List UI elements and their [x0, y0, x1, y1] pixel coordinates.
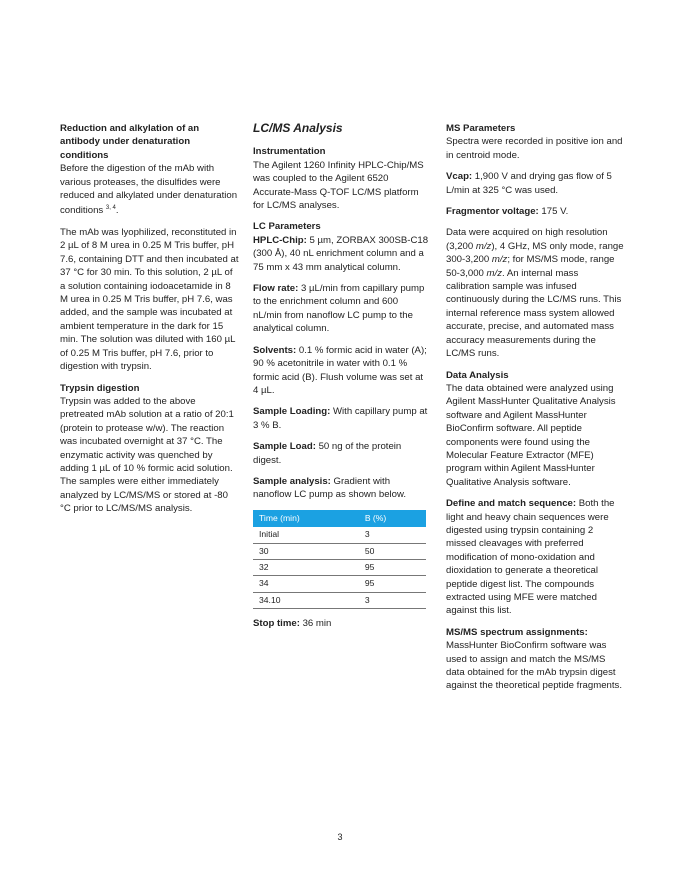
- solvents-text: 0.1 % formic acid in water (A); 90 % acetonitrile in water with 0.1 % formic acid (B). Flush volume was set at 4 µL.: [253, 344, 427, 396]
- trypsin-text: Trypsin was added to the above pretreated mAb solution at a ratio of 20:1 (protein to protease w/w). The reaction was incubated overnight at 37 °C. The enzymatic activity was quenched by adding 1 µL of 10 % formic acid solution. The samples were either immediately analyzed by LC/MS/MS or stored at -80 °C prior to LC/MS/MS analysis.: [60, 395, 234, 515]
- table-row: [253, 559, 426, 575]
- load-label: Sample Load:: [253, 441, 316, 453]
- instrumentation-paragraph: [253, 145, 429, 212]
- table-header-b: B (%): [359, 510, 426, 527]
- define-label: Define and match sequence:: [446, 498, 577, 510]
- table-cell-b: 50: [359, 543, 426, 559]
- reduction-heading: Reduction and alkylation of an antibody under denaturation conditions: [60, 123, 200, 161]
- reduction-paragraph: [60, 122, 240, 218]
- lc-params-heading: LC Parameters: [253, 221, 321, 233]
- table-cell-b: 95: [359, 559, 426, 575]
- trypsin-paragraph: [60, 382, 240, 516]
- stop-paragraph: [253, 617, 429, 630]
- mz-unit: m/z: [475, 240, 492, 252]
- lc-params-paragraph: [253, 220, 429, 274]
- table-cell-time: Initial: [253, 527, 359, 543]
- load-paragraph: [253, 440, 429, 467]
- table-header-row: [253, 510, 426, 527]
- loading-label: Sample Loading:: [253, 406, 331, 418]
- ms-params-paragraph: [446, 122, 624, 162]
- acquired-text-3: ; for MS/MS mode, range 50-3,000: [446, 254, 615, 279]
- gradient-table: [253, 510, 426, 609]
- table-row: [253, 543, 426, 559]
- section-title: LC/MS Analysis: [253, 121, 343, 135]
- acquired-text-4: . An internal mass calibration sample was infused continuously during the LC/MS runs. This internal reference mass system allowed accurate, precise, and automated mass accuracy measurements during the LC/MS runs.: [446, 267, 622, 360]
- loading-paragraph: [253, 405, 429, 432]
- instrumentation-text: The Agilent 1260 Infinity HPLC-Chip/MS was coupled to the Agilent 6520 Accurate-Mass Q-TOF LC/MS platform for LC/MS analyses.: [253, 159, 424, 212]
- data-analysis-paragraph: [446, 369, 624, 490]
- table-cell-time: 32: [253, 559, 359, 575]
- table-cell-b: 3: [359, 592, 426, 608]
- acquired-paragraph: [446, 226, 624, 360]
- vcap-label: Vcap:: [446, 171, 473, 183]
- flow-paragraph: [253, 282, 429, 336]
- load-text: 50 ng of the protein digest.: [253, 441, 402, 466]
- column-left: [60, 122, 240, 524]
- column-right: [446, 122, 624, 701]
- ms-params-heading: MS Parameters: [446, 123, 516, 134]
- fragmentor-paragraph: [446, 205, 624, 218]
- analysis-paragraph: [253, 475, 429, 502]
- analysis-label: Sample analysis:: [253, 475, 331, 487]
- vcap-text: 1,900 V and drying gas flow of 5 L/min at 325 °C was used.: [446, 171, 612, 196]
- solvents-label: Solvents:: [253, 344, 297, 356]
- acquired-text-2: ), 4 GHz, MS only mode, range 300-3,200: [446, 240, 624, 266]
- table-row: [253, 592, 426, 608]
- instrumentation-heading: Instrumentation: [253, 146, 326, 158]
- ms-params-text: Spectra were recorded in positive ion and in centroid mode.: [446, 136, 623, 161]
- data-analysis-text: The data obtained were analyzed using Agilent MassHunter Qualitative Analysis software and Agilent MassHunter BioConfirm software. All peptide components were found using the Molecular Feature Extractor (MFE) program within Agilent MassHunter Qualitative Analysis software.: [446, 382, 616, 488]
- define-text: Both the light and heavy chain sequences were digested using trypsin containing 2 missed cleavages with preferred modification of mono-oxidation and dioxidation to generate a theoretical peptide digest list. The compounds extracted using MFE were matched against this list.: [446, 498, 615, 617]
- fragmentor-label: Fragmentor voltage:: [446, 206, 539, 218]
- mz-unit: m/z: [486, 267, 503, 279]
- msms-label: MS/MS spectrum assignments:: [446, 626, 588, 638]
- stop-label: Stop time:: [253, 618, 300, 630]
- reduction-text: Before the digestion of the mAb with various proteases, the disulfides were reduced and alkylated under denaturation conditions: [60, 163, 238, 217]
- table-cell-time: 34.10: [253, 592, 359, 608]
- reduction-period: .: [115, 205, 119, 217]
- lyophilized-paragraph: The mAb was lyophilized, reconstituted in 2 µL of 8 M urea in 0.25 M Tris buffer, pH 7.6, containing DTT and then incubated at 37 °C for 30 min. To this solution, 2 µL of a solution containing iodoacetamide in 8 M urea in 0.25 M Tris buffer, pH 7.6, was added, and the sample was incubated at ambient temperature in the dark for 15 min. The solution was diluted with 160 µL of 0.25 M Tris buffer, pH 7.6, prior to digestion with trypsin.: [60, 227, 239, 373]
- data-analysis-heading: Data Analysis: [446, 369, 509, 381]
- acquired-text-1: Data were acquired on high resolution (3,200: [446, 227, 608, 252]
- define-paragraph: [446, 497, 624, 618]
- column-middle: [253, 122, 429, 639]
- vcap-paragraph: [446, 170, 624, 197]
- table-row: [253, 527, 426, 543]
- table-cell-time: 30: [253, 543, 359, 559]
- page-number: 3: [337, 832, 343, 842]
- table-cell-b: 95: [359, 576, 426, 592]
- stop-text: 36 min: [299, 618, 332, 630]
- msms-paragraph: [446, 626, 624, 693]
- table-cell-time: 34: [253, 576, 359, 592]
- analysis-text: Gradient with nanoflow LC pump as shown below.: [253, 475, 407, 501]
- reduction-refs: 3, 4: [105, 205, 116, 212]
- hplc-text: 5 µm, ZORBAX 300SB-C18 (300 Å), 40 nL enrichment column and a 75 mm x 43 mm analytical column.: [253, 234, 429, 273]
- table-header-time: Time (min): [253, 510, 359, 527]
- loading-text: With capillary pump at 3 % B.: [253, 406, 428, 431]
- trypsin-heading: Trypsin digestion: [60, 382, 140, 394]
- flow-text: 3 µL/min from capillary pump to the enrichment column and 600 nL/min from nanoflow LC pump to the analytical column.: [253, 283, 425, 335]
- msms-text: MassHunter BioConfirm software was used to assign and match the MS/MS data obtained for the mAb trypsin digest against the theoretical peptide fragments.: [446, 640, 622, 692]
- table-row: [253, 576, 426, 592]
- flow-label: Flow rate:: [253, 283, 299, 295]
- hplc-label: HPLC-Chip:: [253, 234, 307, 246]
- mz-unit: m/z: [491, 254, 508, 266]
- fragmentor-text: 175 V.: [538, 206, 569, 218]
- table-cell-b: 3: [359, 527, 426, 543]
- solvents-paragraph: [253, 344, 429, 398]
